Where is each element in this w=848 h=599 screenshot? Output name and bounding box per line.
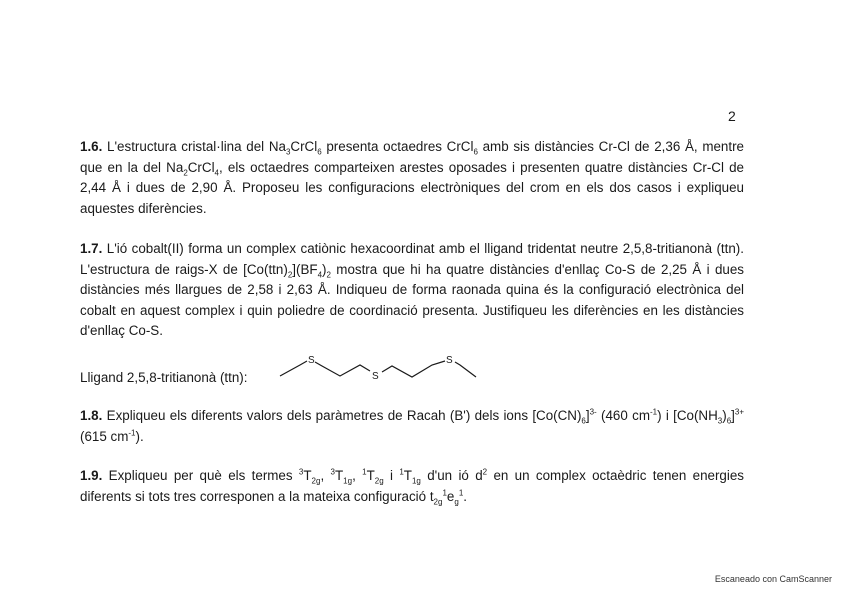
text: amb sis distàncies Cr-Cl de 2,36 Å, mentre que en la del Na [80, 139, 744, 175]
ligand-label: Lligand 2,5,8-tritianonà (ttn): [80, 370, 248, 385]
superscript: 3- [589, 407, 597, 417]
subscript: 2g [311, 476, 321, 486]
text: . [463, 488, 467, 504]
text: Expliqueu per què els termes [102, 468, 299, 483]
ligand-structure [80, 352, 500, 392]
subscript: 2 [183, 168, 188, 178]
text: ) [322, 261, 327, 277]
subscript: 6 [726, 416, 732, 426]
question-number: 1.6. [80, 139, 103, 154]
text: L'estructura cristal·lina del Na [102, 139, 286, 154]
question-number: 1.8. [80, 408, 103, 423]
superscript: 2 [482, 467, 488, 477]
text: CrCl [290, 139, 318, 154]
text: T [334, 468, 344, 483]
subscript: 2 [326, 270, 331, 280]
text: (460 cm [596, 408, 650, 423]
question-number: 1.7. [80, 241, 103, 256]
text: CrCl [187, 159, 215, 175]
superscript: 1 [458, 488, 464, 498]
text: Expliqueu els diferents valors dels paràmetres de Racah (B') dels ions [Co(CN) [102, 408, 582, 423]
question-1-9 [80, 466, 744, 507]
question-1-8 [80, 406, 744, 447]
text: T [403, 468, 412, 483]
question-number: 1.9. [80, 468, 103, 483]
subscript: g [454, 497, 459, 507]
subscript: 2g [433, 497, 443, 507]
text: ). [135, 428, 144, 444]
sulfur-atom-label: S [308, 355, 315, 366]
question-1-6 [80, 137, 744, 219]
text: en un complex octaèdric tenen energies diferents si tots tres corresponen a la mateixa configuració t [80, 468, 744, 504]
text: T [366, 468, 375, 483]
superscript: 1 [399, 467, 404, 477]
subscript: 2g [374, 476, 384, 486]
superscript: -1 [649, 407, 658, 417]
sulfur-atom-label: S [446, 355, 453, 366]
superscript: -1 [128, 428, 136, 438]
superscript: 3+ [734, 407, 745, 417]
superscript: 3 [298, 467, 304, 477]
subscript: 6 [581, 416, 586, 426]
subscript: 3 [285, 147, 291, 157]
ttn-skeletal-formula [278, 352, 488, 388]
text: T [303, 468, 312, 483]
text: d'un ió d [420, 468, 483, 483]
sulfur-atom-label: S [372, 371, 379, 382]
text: ] [731, 408, 735, 423]
question-1-7 [80, 239, 744, 342]
text: mostra que hi ha quatre distàncies d'enllaç Co-S de 2,25 Å i dues distàncies més llargues de 2,58 i 2,63 Å. Indiqueu de forma raonada quina és la configuració electrònica del cobalt en aquest complex i quin poliedre de coordinació presenta. Justifiqueu les diferències en les distàncies d'enllaç Co-S. [80, 261, 745, 338]
text: , els octaedres comparteixen arestes oposades i presenten quatre distàncies Cr-Cl de 2,44 Å i dues de 2,90 Å. Proposeu les configuracions electròniques del crom en els dos casos i expliqueu aquestes diferències. [80, 159, 744, 216]
scanner-watermark: Escaneado con CamScanner [714, 574, 832, 584]
text: ) [722, 408, 727, 423]
subscript: 1g [343, 476, 353, 486]
subscript: 6 [473, 147, 478, 157]
subscript: 1g [411, 476, 421, 486]
text: ) i [Co(NH [657, 408, 718, 423]
superscript: 1 [362, 467, 367, 477]
superscript: 1 [442, 488, 447, 498]
subscript: 6 [317, 147, 322, 157]
subscript: 3 [717, 416, 723, 426]
text: ] [585, 408, 590, 423]
text: L'ió cobalt(II) forma un complex catiònic hexacoordinat amb el lligand tridentat neutre 2,5,8-tritianonà (ttn). L'estructura de raigs-X de [Co(ttn) [80, 241, 744, 277]
superscript: 3 [330, 467, 335, 477]
text: (615 cm [80, 428, 129, 444]
text: presenta octaedres CrCl [321, 139, 474, 154]
subscript: 2 [287, 270, 293, 280]
text: e [446, 488, 455, 504]
page-number: 2 [728, 108, 736, 124]
text: , [320, 468, 331, 483]
text: i [383, 468, 400, 483]
text: ](BF [292, 261, 318, 277]
text: , [352, 468, 363, 483]
subscript: 4 [214, 168, 219, 178]
subscript: 4 [317, 270, 323, 280]
